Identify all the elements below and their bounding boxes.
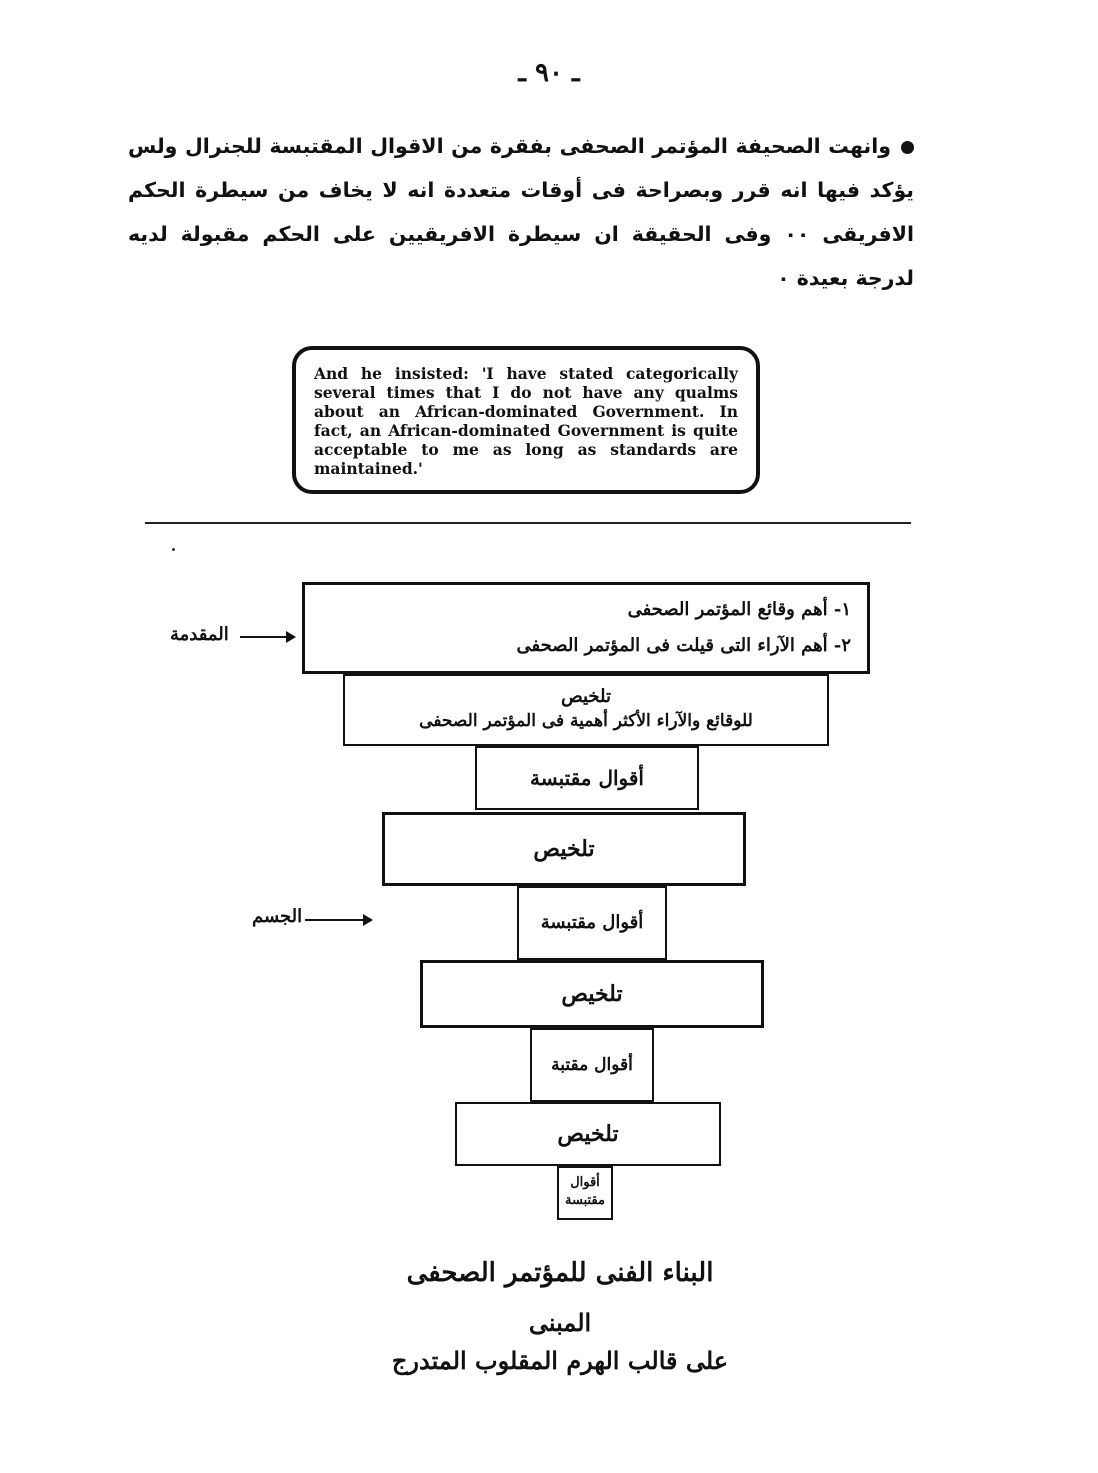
caption-subtitle: المبنى [528, 1308, 592, 1337]
diagram-summary-box-2 [420, 960, 764, 1028]
intro-arrow-line [240, 636, 288, 638]
quote-clipping: And he insisted: 'I have stated categorically several times that I do not have any qualms about an African-dominated Government. In fact, an African-dominated Government is quite acceptable to me as long as standards are maintained.' [292, 346, 760, 494]
intro-point-1: ١- أهم وقائع المؤتمر الصحفى [627, 599, 851, 620]
summary-main-title: تلخيص [560, 686, 612, 707]
summary-main-subtitle: للوقائع والآراء الأكثر أهمية فى المؤتمر الصحفى [419, 711, 753, 731]
diagram-quotes-box-3 [530, 1028, 654, 1102]
diagram-intro-box [302, 582, 870, 674]
diagram-summary-main-box [343, 674, 829, 746]
diagram-quotes-box-2 [517, 886, 667, 960]
diagram-quotes-box-4: أقوال مقتبسة [557, 1166, 613, 1220]
body-paragraph [128, 124, 914, 300]
side-label-intro: المقدمة [170, 624, 229, 645]
quotes-label-1: أقوال مقتبسة [530, 766, 644, 790]
paragraph-text: وانهت الصحيفة المؤتمر الصحفى بفقرة من الاقوال المقتبسة للجنرال ولس يؤكد فيها انه قرر وبصراحة فى أوقات متعددة انه لا يخاف من سيطرة الحكم الافريقى ٠٠ وفى الحقيقة ان سيطرة الافريقيين على الحكم مقبولة لديه لدرجة بعيدة ٠ [128, 134, 915, 290]
diagram-summary-box-3 [455, 1102, 721, 1166]
page-number: ـ ٩٠ ـ [518, 58, 580, 88]
diagram-quotes-box-1 [475, 746, 699, 810]
caption-title: البناء الفنى للمؤتمر الصحفى [406, 1258, 714, 1288]
divider [145, 522, 911, 524]
diagram-summary-box-1 [382, 812, 746, 886]
caption-description: على قالب الهرم المقلوب المتدرج [391, 1346, 729, 1375]
bullet-icon [901, 141, 914, 154]
quotes-label-3: أقوال مقتبة [551, 1055, 633, 1075]
body-arrow-head-icon [363, 914, 373, 926]
summary-label-1: تلخيص [533, 836, 595, 862]
summary-label-2: تلخيص [561, 981, 623, 1007]
side-label-body: الجسم [252, 906, 303, 927]
quotes-label-2: أقوال مقتبسة [540, 912, 644, 933]
intro-arrow-head-icon [286, 631, 296, 643]
intro-point-2: ٢- أهم الآراء التى قيلت فى المؤتمر الصحفى [516, 635, 851, 656]
body-arrow-line [305, 919, 365, 921]
stray-dot [172, 548, 175, 551]
summary-label-3: تلخيص [557, 1121, 619, 1147]
